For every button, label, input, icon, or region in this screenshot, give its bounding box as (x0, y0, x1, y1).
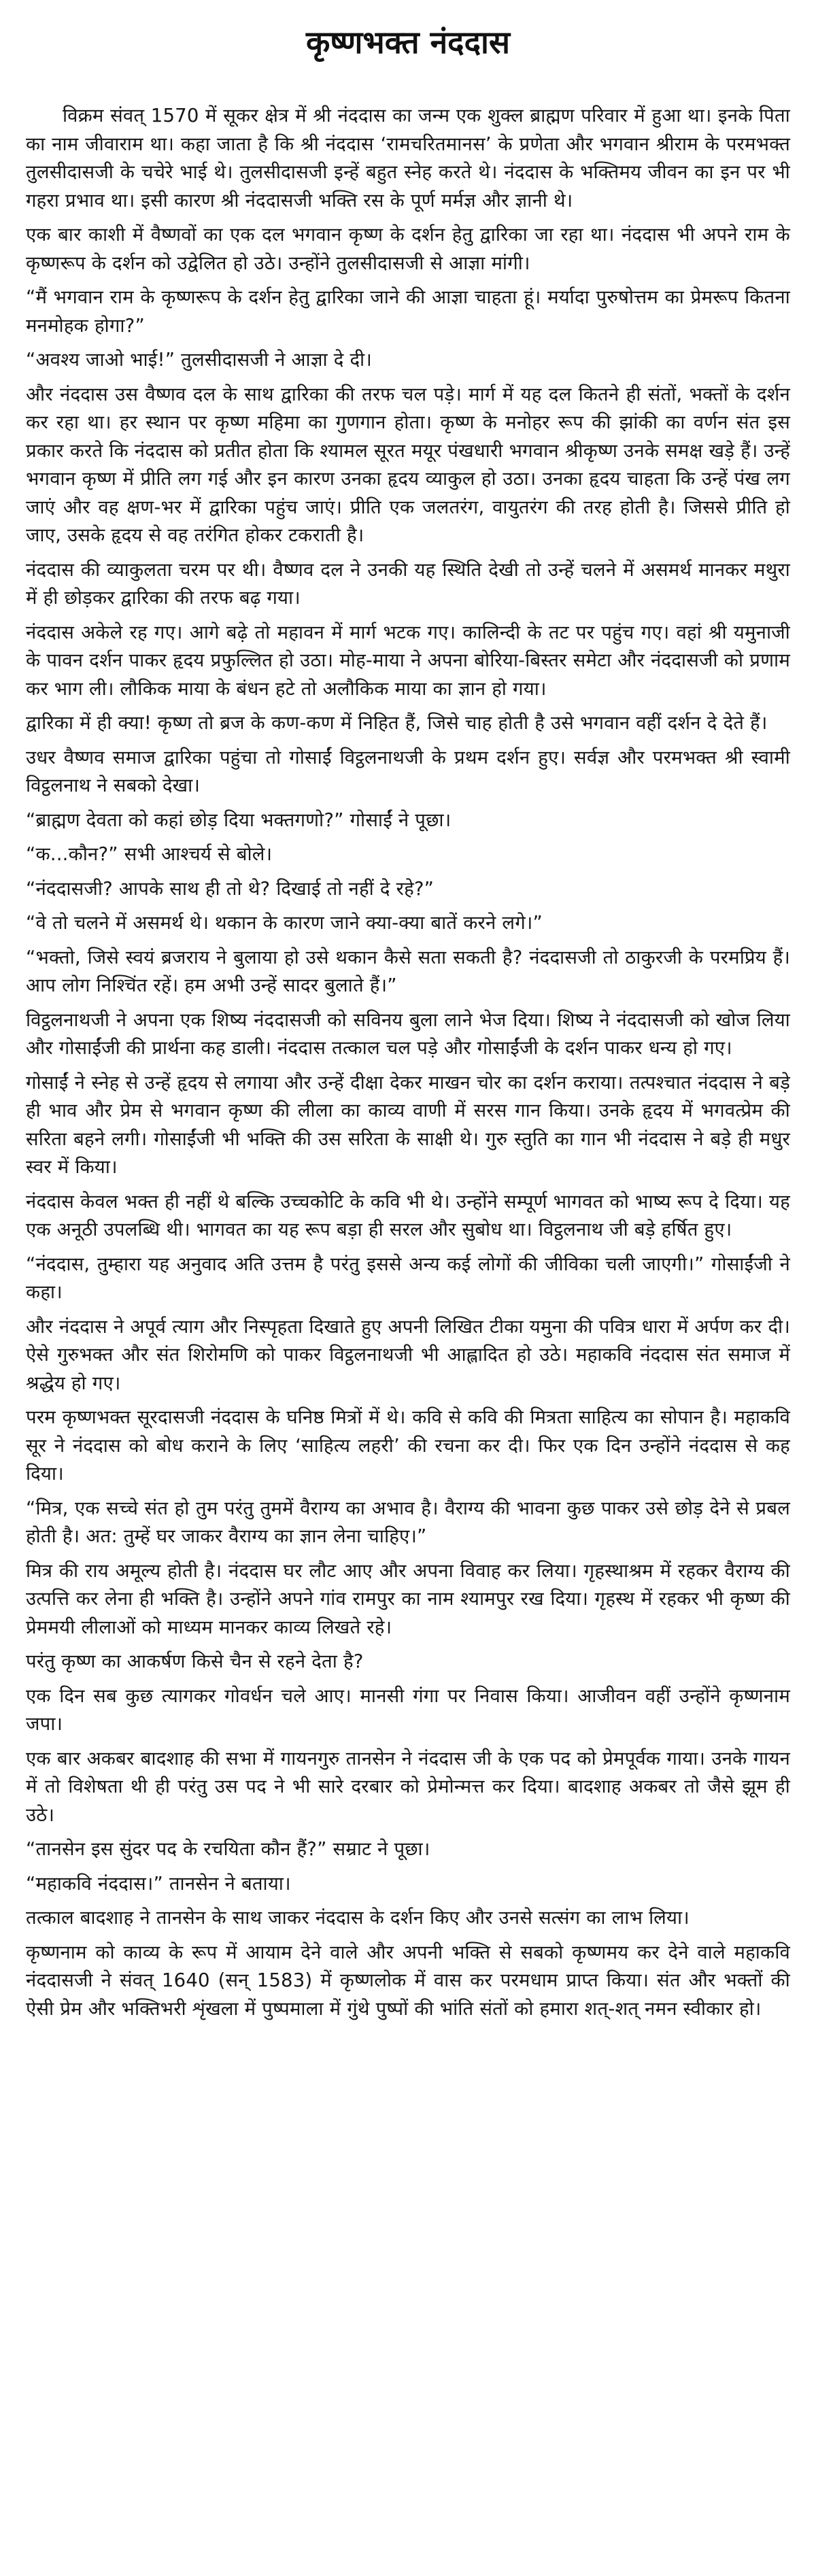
paragraph-2: एक बार काशी में वैष्णवों का एक दल भगवान कृष्ण के दर्शन हेतु द्वारिका जा रहा था। नंददास भी अपने राम के कृष्णरूप के दर्शन को उद्वेलित हो उठे। उन्होंने तुलसीदासजी से आज्ञा मांगी। (26, 224, 790, 274)
paragraph-24: एक दिन सब कुछ त्यागकर गोवर्धन चले आए। मानसी गंगा पर निवास किया। आजीवन वहीं उन्होंने कृष्णनाम जपा। (26, 1684, 790, 1735)
paragraph-20: परम कृष्णभक्त सूरदासजी नंददास के घनिष्ठ मित्रों में थे। कवि से कवि की मित्रता साहित्य का सोपान है। महाकवि सूर ने नंददास को बोध कराने के लिए ‘साहित्य लहरी’ की रचना कर दी। फिर एक दिन उन्होंने नंददास से कह दिया। (26, 1406, 790, 1485)
paragraph-10: “ब्राह्मण देवता को कहां छोड़ दिया भक्तगणो?” गोसाईं ने पूछा। (26, 809, 452, 831)
article-body (26, 102, 790, 2029)
paragraph-17: नंददास केवल भक्त ही नहीं थे बल्कि उच्चकोटि के कवि भी थे। उन्होंने सम्पूर्ण भागवत को भाष्य रूप दे दिया। यह एक अनूठी उपलब्धि थी। भागवत का यह रूप बड़ा ही सरल और सुबोध था। विट्ठलनाथ जी बड़े हर्षित हुए। (26, 1190, 790, 1240)
paragraph-13: “वे तो चलने में असमर्थ थे। थकान के कारण जाने क्या-क्या बातें करने लगे।” (26, 912, 543, 934)
paragraph-23: परंतु कृष्ण का आकर्षण किसे चैन से रहने देता है? (26, 1650, 364, 1672)
paragraph-3: “मैं भगवान राम के कृष्णरूप के दर्शन हेतु द्वारिका जाने की आज्ञा चाहता हूं। मर्यादा पुरुषोत्तम का प्रेमरूप कितना मनमोहक होगा?” (26, 286, 790, 337)
paragraph-6: नंददास की व्याकुलता चरम पर थी। वैष्णव दल ने उनकी यह स्थिति देखी तो उन्हें चलने में असमर्थ मानकर मथुरा में ही छोड़कर द्वारिका की तरफ बढ़ गया। (26, 558, 790, 609)
paragraph-16: गोसाईं ने स्नेह से उन्हें हृदय से लगाया और उन्हें दीक्षा देकर माखन चोर का दर्शन कराया। तत्पश्चात नंददास ने बड़े ही भाव और प्रेम से भगवान कृष्ण की लीला का काव्य वाणी में सरस गान किया। उनके हृदय में भगवत्प्रेम की सरिता बहने लगी। गोसाईंजी भी भक्ति की उस सरिता के साक्षी थे। गुरु स्तुति का गान भी नंददास ने बड़े ही मधुर स्वर में किया। (26, 1071, 790, 1178)
paragraph-29: कृष्णनाम को काव्य के रूप में आयाम देने वाले और अपनी भक्ति से सबको कृष्णमय कर देने वाले महाकवि नंददासजी ने संवत् 1640 (सन् 1583) में कृष्णलोक में वास कर परमधाम प्राप्त किया। संत और भक्तों की ऐसी प्रेम और भक्तिभरी शृंखला में पुष्पमाला में गुंथे पुष्पों की भांति संतों को हमारा शत्-शत् नमन स्वीकार हो। (26, 1941, 790, 2020)
paragraph-25: एक बार अकबर बादशाह की सभा में गायनगुरु तानसेन ने नंददास जी के एक पद को प्रेमपूर्वक गाया। उनके गायन में तो विशेषता थी ही परंतु उस पद ने भी सारे दरबार को प्रेमोन्मत्त कर दिया। बादशाह अकबर तो जैसे झूम ही उठे। (26, 1747, 790, 1826)
paragraph-4: “अवश्य जाओ भाई!” तुलसीदासजी ने आज्ञा दे दी। (26, 349, 373, 371)
paragraph-21: “मित्र, एक सच्चे संत हो तुम परंतु तुममें वैराग्य का अभाव है। वैराग्य की भावना कुछ पाकर उसे छोड़ देने से प्रबल होती है। अत: तुम्हें घर जाकर वैराग्य का ज्ञान लेना चाहिए।” (26, 1497, 790, 1547)
paragraph-26: “तानसेन इस सुंदर पद के रचयिता कौन हैं?” सम्राट ने पूछा। (26, 1838, 430, 1860)
paragraph-15: विट्ठलनाथजी ने अपना एक शिष्य नंददासजी को सविनय बुला लाने भेज दिया। शिष्य ने नंददासजी को खोज लिया और गोसाईंजी की प्रार्थना कह डाली। नंददास तत्काल चल पड़े और गोसाईंजी के दर्शन पाकर धन्य हो गए। (26, 1009, 790, 1059)
paragraph-8: द्वारिका में ही क्या! कृष्ण तो ब्रज के कण-कण में निहित हैं, जिसे चाह होती है उसे भगवान वहीं दर्शन दे देते हैं। (26, 712, 768, 734)
page-title: कृष्णभक्त नंददास (305, 24, 511, 61)
paragraph-18: “नंददास, तुम्हारा यह अनुवाद अति उत्तम है परंतु इससे अन्य कई लोगों की जीविका चली जाएगी।” गोसाईंजी ने कहा। (26, 1253, 790, 1303)
paragraph-12: “नंददासजी? आपके साथ ही तो थे? दिखाई तो नहीं दे रहे?” (26, 877, 435, 900)
paragraph-28: तत्काल बादशाह ने तानसेन के साथ जाकर नंददास के दर्शन किए और उनसे सत्संग का लाभ लिया। (26, 1907, 690, 1929)
paragraph-7: नंददास अकेले रह गए। आगे बढ़े तो महावन में मार्ग भटक गए। कालिन्दी के तट पर पहुंच गए। वहां श्री यमुनाजी के पावन दर्शन पाकर हृदय प्रफुल्लित हो उठा। मोह-माया ने अपना बोरिया-बिस्तर समेटा और नंददासजी को प्रणाम कर भाग ली। लौकिक माया के बंधन हटे तो अलौकिक माया का ज्ञान हो गया। (26, 621, 790, 700)
paragraph-19: और नंददास ने अपूर्व त्याग और निस्पृहता दिखाते हुए अपनी लिखित टीका यमुना की पवित्र धारा में अर्पण कर दी। ऐसे गुरुभक्त और संत शिरोमणि को पाकर विट्ठलनाथजी भी आह्लादित हो उठे। महाकवि नंददास संत समाज में श्रद्धेय हो गए। (26, 1315, 790, 1394)
paragraph-5: और नंददास उस वैष्णव दल के साथ द्वारिका की तरफ चल पड़े। मार्ग में यह दल कितने ही संतों, भक्तों के दर्शन कर रहा था। हर स्थान पर कृष्ण महिमा का गुणगान होता। कृष्ण के मनोहर रूप की झांकी का वर्णन संत इस प्रकार करते कि नंददास को प्रतीत होता कि श्यामल सूरत मयूर पंखधारी भगवान श्रीकृष्ण उनके समक्ष खड़े हैं। उन्हें भगवान कृष्ण में प्रीति लग गई और इन कारण उनका हृदय व्याकुल हो उठा। उनका हृदय चाहता कि उन्हें पंख लग जाएं और वह क्षण-भर में द्वारिका पहुंच जाएं। प्रीति एक जलतरंग, वायुतरंग की तरह होती है। जिससे प्रीति हो जाए, उसके हृदय से वह तरंगित होकर टकराती है। (26, 383, 790, 546)
paragraph-22: मित्र की राय अमूल्य होती है। नंददास घर लौट आए और अपना विवाह कर लिया। गृहस्थाश्रम में रहकर वैराग्य की उत्पत्ति कर लेना ही भक्ति है। उन्होंने अपने गांव रामपुर का नाम श्यामपुर रख दिया। गृहस्थ में रहकर भी कृष्ण की प्रेममयी लीलाओं को माध्यम मानकर काव्य लिखते रहे। (26, 1559, 790, 1638)
paragraph-1: विक्रम संवत् 1570 में सूकर क्षेत्र में श्री नंददास का जन्म एक शुक्ल ब्राह्मण परिवार में हुआ था। इनके पिता का नाम जीवाराम था। कहा जाता है कि श्री नंददास ‘रामचरितमानस’ के प्रणेता और भगवान श्रीराम के परमभक्त तुलसीदासजी के चचेरे भाई थे। तुलसीदासजी इन्हें बहुत स्नेह करते थे। नंददास के भक्तिमय जीवन का इन पर भी गहरा प्रभाव था। इसी कारण श्री नंददासजी भक्ति रस के पूर्ण मर्मज्ञ और ज्ञानी थे। (26, 105, 790, 211)
paragraph-9: उधर वैष्णव समाज द्वारिका पहुंचा तो गोसाईं विट्ठलनाथजी के प्रथम दर्शन हुए। सर्वज्ञ और परमभक्त श्री स्वामी विट्ठलनाथ ने सबको देखा। (26, 746, 790, 796)
paragraph-11: “क...कौन?” सभी आश्चर्य से बोले। (26, 843, 273, 865)
paragraph-14: “भक्तो, जिसे स्वयं ब्रजराय ने बुलाया हो उसे थकान कैसे सता सकती है? नंददासजी तो ठाकुरजी के परमप्रिय हैं। आप लोग निश्चिंत रहें। हम अभी उन्हें सादर बुलाते हैं।” (26, 946, 790, 996)
paragraph-27: “महाकवि नंददास।” तानसेन ने बताया। (26, 1872, 291, 1895)
